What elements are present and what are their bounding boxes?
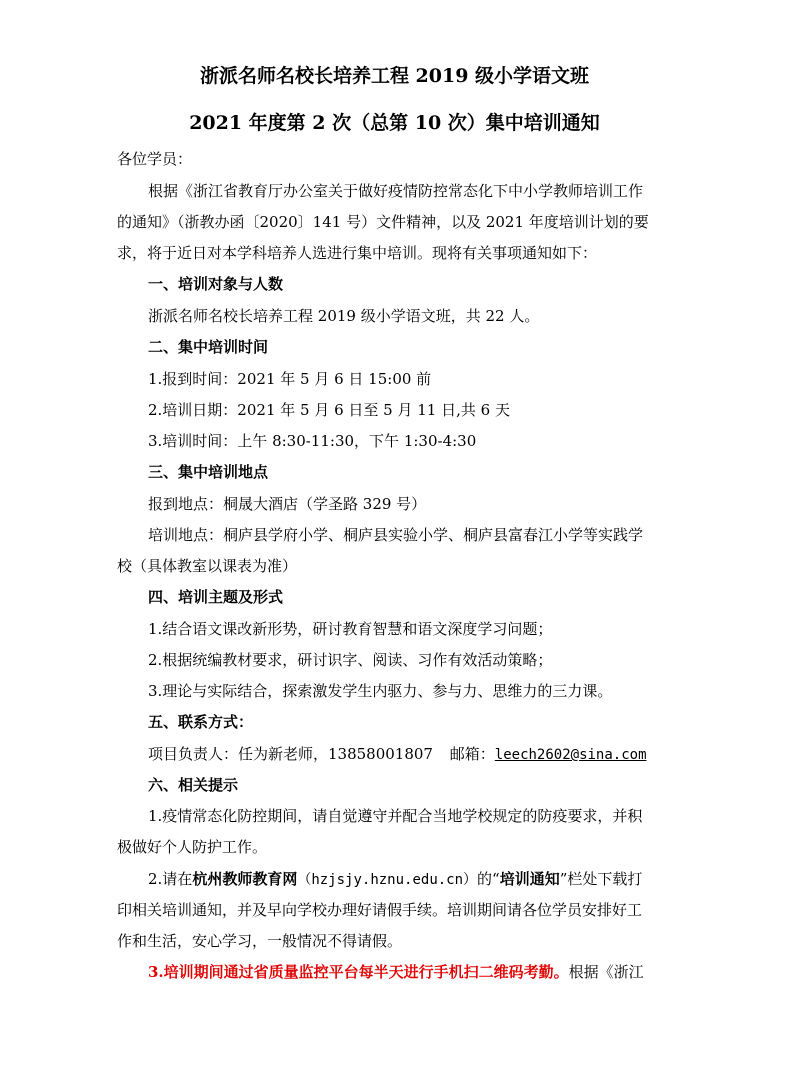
training-venue-line-1: 培训地点：桐庐县学府小学、桐庐县实验小学、桐庐县富春江小学等实践学 bbox=[148, 526, 644, 544]
training-dates: 2.培训日期：2021 年 5 月 6 日至 5 月 11 日,共 6 天 bbox=[148, 401, 510, 419]
section-1-text: 浙派名师名校长培养工程 2019 级小学语文班，共 22 人。 bbox=[148, 307, 540, 325]
section-1-heading: 一、培训对象与人数 bbox=[148, 275, 284, 293]
theme-item-2: 2.根据统编教材要求，研讨识字、阅读、习作有效活动策略； bbox=[148, 651, 553, 669]
section-6-heading: 六、相关提示 bbox=[148, 776, 239, 794]
theme-item-1: 1.结合语文课改新形势，研讨教育智慧和语文深度学习问题； bbox=[148, 620, 553, 638]
section-5-heading: 五、联系方式： bbox=[148, 713, 254, 731]
tip-3-line-1 bbox=[148, 960, 708, 984]
site-url-link[interactable]: （hzjsjy.hznu.edu.cn） bbox=[297, 872, 478, 888]
tip-2-text-a: 2.请在 bbox=[148, 870, 193, 888]
contact-person: 项目负责人：任为新老师，13858001807 bbox=[148, 745, 433, 763]
training-notice-column: 培训通知 bbox=[499, 870, 560, 888]
section-4-heading: 四、培训主题及形式 bbox=[148, 588, 284, 606]
theme-item-3: 3.理论与实际结合，探索激发学生内驱力、参与力、思维力的三力课。 bbox=[148, 682, 613, 700]
document-title-line-2: 2021 年度第 2 次（总第 10 次）集中培训通知 bbox=[189, 112, 600, 134]
teacher-education-site-name: 杭州教师教育网 bbox=[192, 870, 298, 888]
intro-line-2: 的通知》（浙教办函〔2020〕141 号）文件精神，以及 2021 年度培训计划的要 bbox=[117, 213, 649, 231]
attendance-notice-highlight: 3.培训期间通过省质量监控平台每半天进行手机扫二维码考勤。 bbox=[148, 963, 569, 981]
training-venue-line-2: 校（具体教室以课表为准） bbox=[117, 557, 298, 575]
tip-1-line-2: 极做好个人防护工作。 bbox=[117, 838, 268, 856]
tip-3-text: 根据《浙江 bbox=[568, 963, 644, 981]
section-2-heading: 二、集中培训时间 bbox=[148, 338, 269, 356]
checkin-time: 1.报到时间：2021 年 5 月 6 日 15:00 前 bbox=[148, 370, 432, 388]
tip-2-text-c: ”栏处下载打 bbox=[559, 870, 643, 888]
tip-2-line-2: 印相关培训通知，并及早向学校办理好请假手续。培训期间请各位学员安排好工 bbox=[117, 901, 643, 919]
tip-2-line-3: 作和生活，安心学习，一般情况不得请假。 bbox=[117, 932, 403, 950]
greeting: 各位学员： bbox=[117, 150, 193, 168]
document-title-line-1: 浙派名师名校长培养工程 2019 级小学语文班 bbox=[199, 65, 590, 87]
training-hours: 3.培训时间：上午 8:30-11:30，下午 1:30-4:30 bbox=[148, 432, 477, 450]
contact-line bbox=[148, 742, 708, 766]
checkin-location: 报到地点：桐晟大酒店（学圣路 329 号） bbox=[148, 495, 427, 513]
email-label: 邮箱： bbox=[449, 745, 495, 763]
tip-2-text-b: 的“ bbox=[477, 870, 500, 888]
intro-line-1: 根据《浙江省教育厅办公室关于做好疫情防控常态化下中小学教师培训工作 bbox=[148, 182, 644, 200]
email-link[interactable]: leech2602@sina.com bbox=[494, 747, 647, 763]
tip-1-line-1: 1.疫情常态化防控期间，请自觉遵守并配合当地学校规定的防疫要求，并积 bbox=[148, 807, 643, 825]
tip-2-line-1 bbox=[148, 867, 708, 891]
section-3-heading: 三、集中培训地点 bbox=[148, 463, 269, 481]
intro-line-3: 求，将于近日对本学科培养人选进行集中培训。现将有关事项通知如下： bbox=[117, 244, 598, 262]
